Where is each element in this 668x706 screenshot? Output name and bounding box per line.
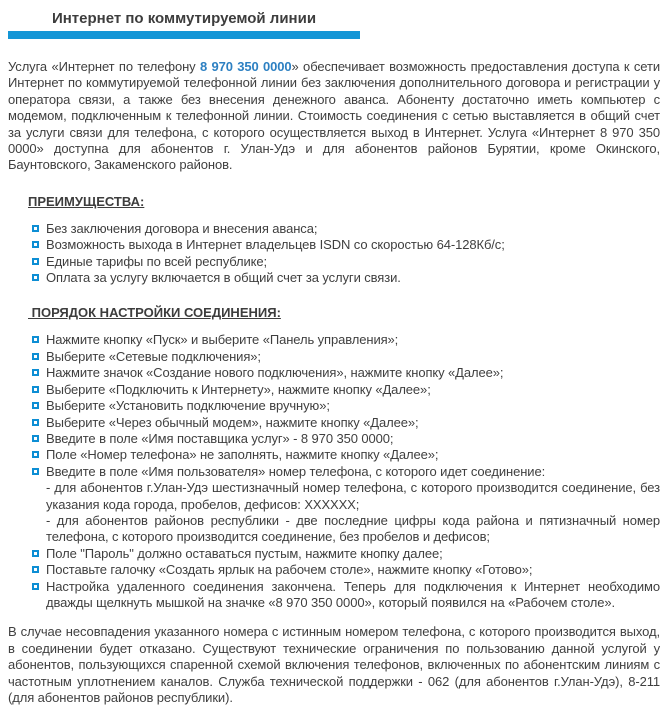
advantages-list [8, 221, 660, 287]
intro-paragraph [8, 59, 660, 174]
setup-heading: ПОРЯДОК НАСТРОЙКИ СОЕДИНЕНИЯ: [28, 305, 281, 321]
setup-step-text: Поставьте галочку «Создать ярлык на рабочем столе», нажмите кнопку «Готово»; [46, 562, 533, 578]
setup-step-text: Нажмите значок «Создание нового подключения», нажмите кнопку «Далее»; [46, 365, 504, 381]
setup-steps-list [8, 332, 660, 611]
setup-step [32, 464, 660, 546]
setup-step [32, 415, 660, 431]
advantage-item [32, 221, 660, 237]
square-bullet-icon [32, 336, 39, 343]
advantage-item-text: Единые тарифы по всей республике; [46, 253, 268, 269]
setup-step-text: Поле "Пароль" должно оставаться пустым, нажмите кнопку далее; [46, 545, 443, 561]
advantage-item [32, 254, 660, 270]
setup-step [32, 431, 660, 447]
square-bullet-icon [32, 386, 39, 393]
setup-step-text: Нажмите кнопку «Пуск» и выберите «Панель управления»; [46, 332, 399, 348]
square-bullet-icon [32, 274, 39, 281]
setup-step-text: Введите в поле «Имя пользователя» номер телефона, с которого идет соединение: [46, 463, 546, 479]
footer-paragraph: В случае несовпадения указанного номера с истинным номером телефона, с которого производится выход, в соединении будет отказано. Существуют технические ограничения по пользованию данной услугой у абонентов, пользующихся спаренной схемой включения телефонов, включенных по абонентским линиям с частотным уплотнением каналов. Служба технической поддержки - 062 (для абонентов г.Улан-Удэ), 8-211 (для абонентов районов республики). [8, 624, 660, 705]
setup-step [32, 398, 660, 414]
square-bullet-icon [32, 225, 39, 232]
square-bullet-icon [32, 258, 39, 265]
advantage-item-text: Оплата за услугу включается в общий счет за услуги связи. [46, 270, 401, 286]
setup-step-subline: - для абонентов г.Улан-Удэ шестизначный номер телефона, с которого производится соединение, без указания кода города, пробелов, дефисов: XXXXXX; [46, 480, 660, 512]
advantage-item [32, 270, 660, 286]
setup-step [32, 546, 660, 562]
square-bullet-icon [32, 419, 39, 426]
square-bullet-icon [32, 566, 39, 573]
page-title: Интернет по коммутируемой линии [51, 10, 317, 27]
setup-step-text: Выберите «Подключить к Интернету», нажмите кнопку «Далее»; [46, 381, 431, 397]
phone-number-link[interactable]: 8 970 350 0000 [199, 59, 292, 74]
square-bullet-icon [32, 468, 39, 475]
setup-step [32, 562, 660, 578]
setup-step [32, 447, 660, 463]
setup-step-text: Настройка удаленного соединения закончена. Теперь для подключения к Интернет необходимо дважды щелкнуть мышкой на значке «8 970 350 0000», который появился на «Рабочем столе». [46, 578, 660, 610]
square-bullet-icon [32, 241, 39, 248]
setup-step-text: Поле «Номер телефона» не заполнять, нажмите кнопку «Далее»; [46, 447, 439, 463]
setup-step-text: Выберите «Через обычный модем», нажмите кнопку «Далее»; [46, 414, 419, 430]
title-underline-bar [8, 31, 360, 39]
square-bullet-icon [32, 451, 39, 458]
square-bullet-icon [32, 402, 39, 409]
setup-step [32, 349, 660, 365]
advantages-heading: ПРЕИМУЩЕСТВА: [28, 193, 145, 209]
intro-text-after-phone: » обеспечивает возможность предоставления доступа к сети Интернет по коммутируемой телефонной линии без заключения дополнительного договора и регистрации у оператора связи, а также без внесения денежного аванса. Абоненту достаточно иметь компьютер с модемом, подключенным к телефонной линии. Стоимость соединения с сетью выставляется в общий счет за услуги связи для телефона, с которого осуществляется выход в Интернет. Услуга «Интернет 8 970 350 0000» доступна для абонентов г. Улан-Удэ и для абонентов районов Бурятии, кроме Окинского, Баунтовского, Закаменского районов. [8, 59, 660, 173]
page-header [8, 10, 360, 39]
setup-step [32, 332, 660, 348]
advantage-item-text: Без заключения договора и внесения аванса; [46, 220, 318, 236]
square-bullet-icon [32, 435, 39, 442]
setup-step-text: Введите в поле «Имя поставщика услуг» - 8 970 350 0000; [46, 430, 394, 446]
square-bullet-icon [32, 369, 39, 376]
setup-step [32, 365, 660, 381]
setup-step-text: Выберите «Установить подключение вручную»; [46, 398, 330, 414]
setup-step-text: Выберите «Сетевые подключения»; [46, 348, 261, 364]
setup-step-subline: - для абонентов районов республики - две последние цифры кода района и пятизначный номер телефона, с которого производится соединение, без пробелов и дефисов; [46, 512, 660, 545]
square-bullet-icon [32, 353, 39, 360]
setup-step [32, 382, 660, 398]
square-bullet-icon [32, 583, 39, 590]
advantage-item [32, 237, 660, 253]
advantage-item-text: Возможность выхода в Интернет владельцев ISDN со скоростью 64-128Кб/с; [46, 237, 505, 253]
intro-text-before-phone: Услуга «Интернет по телефону [8, 59, 200, 74]
setup-step [32, 579, 660, 612]
square-bullet-icon [32, 550, 39, 557]
